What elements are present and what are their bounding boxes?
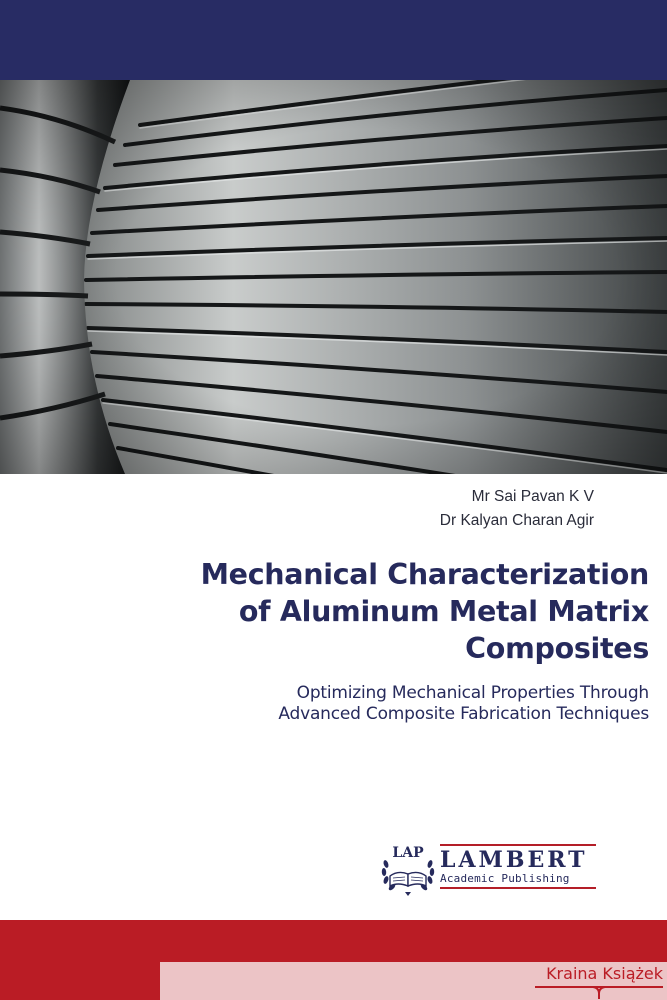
publisher-logo: [378, 840, 598, 896]
subtitle-line: Optimizing Mechanical Properties Through: [296, 683, 649, 703]
cover-image: [0, 80, 667, 474]
author-list: [440, 485, 594, 533]
author-name: Mr Sai Pavan K V: [471, 488, 594, 505]
publisher-name: LAMBERT: [440, 847, 588, 873]
subtitle-line: Advanced Composite Fabrication Techniques: [278, 704, 649, 724]
seller-watermark: [160, 962, 667, 1000]
divider: [440, 887, 596, 889]
book-mark-icon: [593, 987, 605, 999]
metal-tunnel-image: [0, 80, 667, 474]
open-book-laurel-icon: [378, 840, 438, 896]
book-subtitle: [9, 683, 649, 725]
publisher-subtitle: Academic Publishing: [440, 872, 570, 885]
svg-text:LAP: LAP: [392, 845, 424, 861]
publisher-wordmark: [440, 844, 596, 889]
divider: [440, 844, 596, 846]
title-line: of Aluminum Metal Matrix: [238, 595, 649, 628]
author-name: Dr Kalyan Charan Agir: [439, 512, 594, 529]
book-title: [9, 556, 649, 667]
seller-name: Kraina Książek: [546, 964, 663, 983]
title-line: Mechanical Characterization: [200, 558, 649, 591]
top-color-band: [0, 0, 667, 80]
title-line: Composites: [465, 632, 649, 665]
